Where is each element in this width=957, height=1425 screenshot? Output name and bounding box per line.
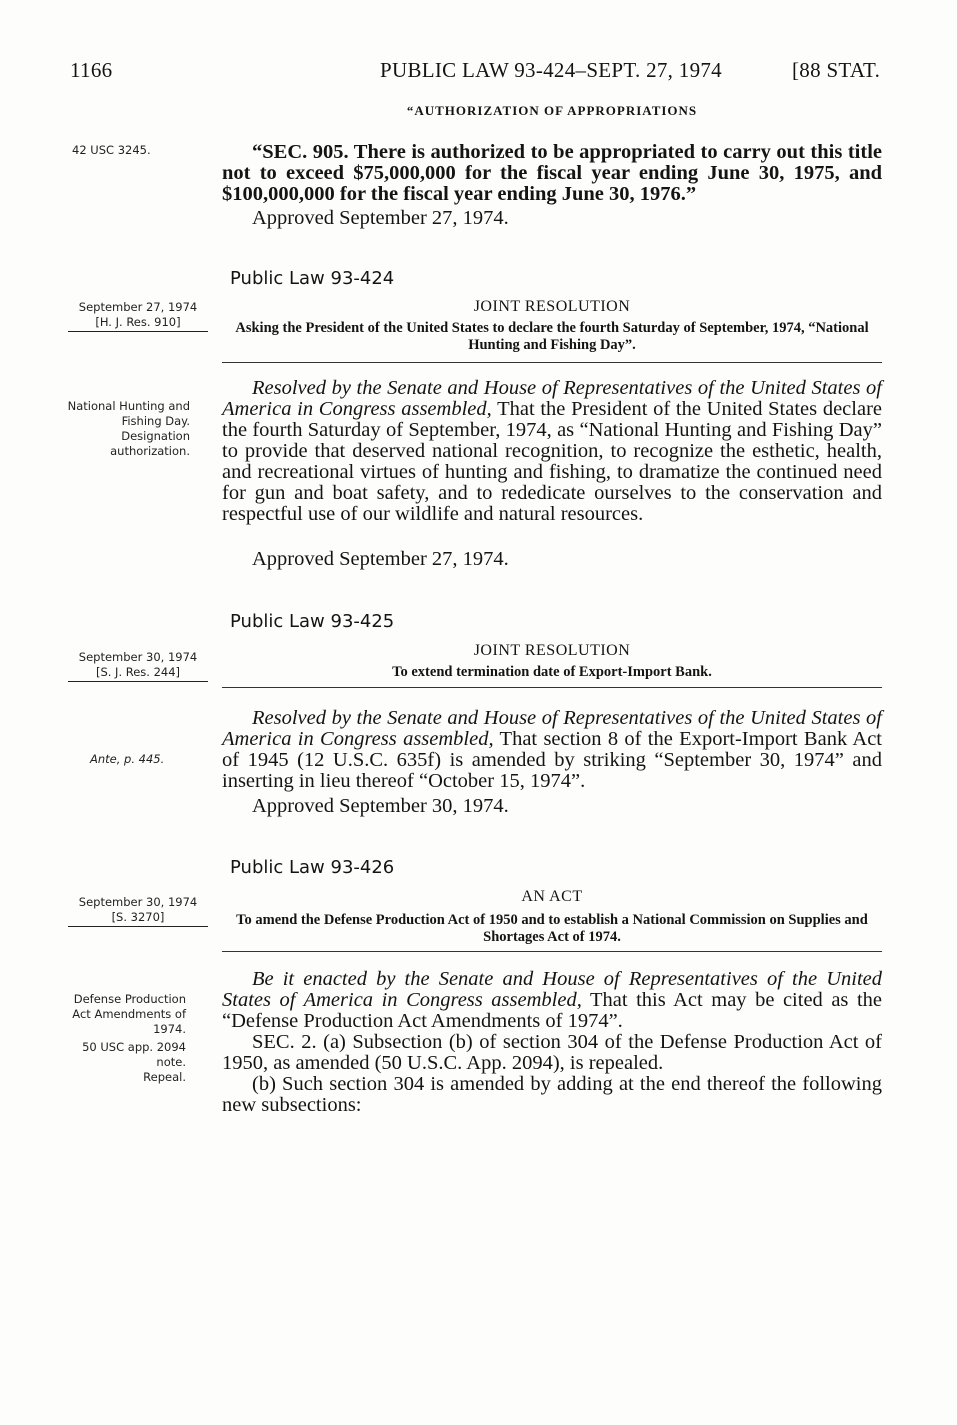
- pl424-subtitle: Asking the President of the United States to declare the fourth Saturday of September, 1974, “National Hunting and Fishing Day”.: [235, 320, 869, 353]
- pl426-margin-note-1: Defense Production Act Amendments of 1974.: [72, 992, 186, 1036]
- pl424-type: JOINT RESOLUTION: [473, 298, 631, 315]
- pl424-margin-ref: [H. J. Res. 910]: [95, 315, 181, 329]
- pl426-subtitle: To amend the Defense Production Act of 1950 and to establish a National Commission on Supplies and Shortages Act of 1974.: [236, 912, 868, 945]
- pl425-divider: [222, 687, 882, 688]
- pl426-margin-citation: [68, 895, 208, 927]
- pl424-divider: [222, 362, 882, 363]
- page-number: 1166: [70, 58, 113, 82]
- pl426-enacting-clause: Be it enacted by the Senate and House of Representatives of the United States of America in Congress assembled,: [222, 968, 882, 1011]
- pl426-margin-notes: [56, 992, 186, 1085]
- pl426-enacting-text: That this Act may be cited as the “Defense Production Act Amendments of 1974”.: [222, 989, 882, 1032]
- public-law-426-title: Public Law 93-426: [230, 857, 395, 878]
- section-905-text: [222, 142, 882, 205]
- pl424-resolving-clause: Resolved by the Senate and House of Representatives of the United States of America in Congress assembled,: [222, 377, 882, 420]
- pl426-margin-ref: [S. 3270]: [111, 910, 165, 924]
- pl424-margin-note-2: Designation authorization.: [110, 429, 190, 458]
- margin-note-42-usc: 42 USC 3245.: [72, 143, 151, 157]
- pl426-sec2a: SEC. 2. (a) Subsection (b) of section 304 of the Defense Production Act of 1950, as amended (50 U.S.C. App. 2094), is repealed.: [222, 1031, 882, 1074]
- pl425-subtitle: To extend termination date of Export-Import Bank.: [392, 664, 712, 680]
- pl424-margin-date: September 27, 1974: [78, 300, 198, 314]
- public-law-424-title: Public Law 93-424: [230, 268, 395, 289]
- pl425-margin-date: September 30, 1974: [78, 650, 198, 664]
- running-title: PUBLIC LAW 93-424–SEPT. 27, 1974: [380, 58, 722, 82]
- volume-ref: [88 STAT.: [792, 58, 881, 82]
- pl425-margin-note: Ante, p. 445.: [90, 752, 165, 766]
- pl426-sec2b: (b) Such section 304 is amended by adding at the end thereof the following new subsections:: [222, 1073, 882, 1116]
- pl424-margin-note-1: National Hunting and Fishing Day.: [67, 399, 190, 428]
- approved-905: Approved September 27, 1974.: [252, 207, 509, 229]
- approved-425: Approved September 30, 1974.: [252, 795, 509, 817]
- pl426-margin-date: September 30, 1974: [78, 895, 198, 909]
- pl424-body: [222, 378, 882, 525]
- pl426-margin-note-2: 50 USC app. 2094 note.: [82, 1040, 186, 1069]
- pl424-margin-citation: [68, 300, 208, 332]
- pl425-margin-citation: [68, 650, 208, 682]
- pl424-margin-notes: [62, 399, 190, 459]
- pl425-margin-ref: [S. J. Res. 244]: [95, 665, 181, 679]
- pl425-text: That section 8 of the Export-Import Bank Act of 1945 (12 U.S.C. 635f) is amended by striking “September 30, 1974” and inserting in lieu thereof “October 15, 1974”.: [222, 728, 882, 792]
- public-law-425-title: Public Law 93-425: [230, 611, 395, 632]
- pl425-type: JOINT RESOLUTION: [473, 642, 631, 659]
- pl425-resolving-clause: Resolved by the Senate and House of Representatives of the United States of America in Congress assembled,: [222, 707, 882, 750]
- pl426-body: [222, 969, 882, 1116]
- pl425-body: [222, 708, 882, 792]
- pl426-divider: [222, 951, 882, 952]
- pl426-margin-note-3: Repeal.: [143, 1070, 186, 1084]
- pl424-text: That the President of the United States declare the fourth Saturday of September, 1974, as “National Hunting and Fishing Day” to provide that deserved national recognition, to recognize the esthetic, health, and recreational virtues of hunting and fishing, to dramatize the continued need for gun and boat safety, and to rededicate ourselves to the conservation and respectful use of our wildlife and natural resources.: [222, 398, 882, 525]
- approved-424: Approved September 27, 1974.: [252, 548, 509, 570]
- pl426-type: AN ACT: [521, 888, 583, 905]
- section-heading: “AUTHORIZATION OF APPROPRIATIONS: [406, 103, 698, 118]
- section-905-paragraph: “SEC. 905. There is authorized to be appropriated to carry out this title not to exceed $75,000,000 for the fiscal year ending June 30, 1975, and $100,000,000 for the fiscal year ending June 30, 1976.”: [222, 141, 882, 205]
